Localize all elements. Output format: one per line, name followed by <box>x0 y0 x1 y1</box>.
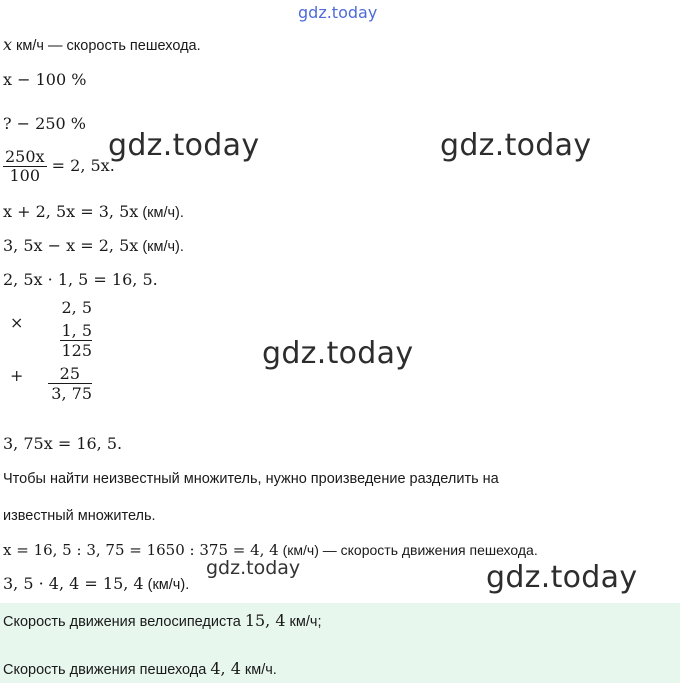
difference-equation <box>3 236 184 255</box>
partial-product-1: 125 <box>61 341 92 360</box>
watermark: gdz.today <box>440 128 592 163</box>
answer-block <box>0 603 680 683</box>
multiplication-result: 3, 75 <box>48 383 92 403</box>
sum-equation <box>3 202 184 221</box>
rule-text-line-1: Чтобы найти неизвестный множитель, нужно произведение разделить на <box>3 471 499 487</box>
multiply-sign: × <box>10 313 24 332</box>
equation-unit: (км/ч). <box>138 205 184 221</box>
watermark-top: gdz.today <box>298 3 378 22</box>
equation-unit: (км/ч). <box>143 577 190 593</box>
equation-math: 3, 5 · 4, 4 = 15, 4 <box>3 574 144 593</box>
linear-equation: 3, 75x = 16, 5. <box>3 434 123 453</box>
watermark: gdz.today <box>262 336 414 371</box>
fraction-equation <box>3 148 115 185</box>
watermark: gdz.today <box>108 128 260 163</box>
rule-text-line-2: известный множитель. <box>3 508 156 524</box>
math-var-x: x <box>3 35 13 54</box>
equation-math: x = 16, 5 : 3, 75 = 1650 : 375 = 4, 4 <box>3 541 279 559</box>
answer-value: 15, 4 <box>244 611 286 630</box>
answer-value: 4, 4 <box>210 659 241 678</box>
proportion-line-2: ? − 250 % <box>3 114 86 133</box>
answer-line-cyclist <box>3 611 321 630</box>
line-text: км/ч — скорость пешехода. <box>12 38 201 54</box>
plus-sign: + <box>10 366 24 385</box>
proportion-line-1: x − 100 % <box>3 70 87 89</box>
factor-a: 2, 5 <box>61 298 92 317</box>
product-equation: 2, 5x · 1, 5 = 16, 5. <box>3 270 158 289</box>
answer-line-pedestrian <box>3 659 277 678</box>
equation-math: x + 2, 5x = 3, 5x <box>3 202 139 221</box>
equation-math: 3, 5x − x = 2, 5x <box>3 236 139 255</box>
cyclist-speed-line <box>3 574 189 593</box>
watermark: gdz.today <box>206 557 301 579</box>
fraction-denominator: 100 <box>9 166 41 185</box>
factor-b: 1, 5 <box>61 321 92 340</box>
answer-unit: км/ч; <box>285 614 322 630</box>
equation-unit: (км/ч). <box>138 239 184 255</box>
fraction-numerator: 250x <box>5 147 45 166</box>
answer-unit: км/ч. <box>240 662 277 678</box>
line-variable-definition <box>3 35 201 54</box>
partial-product-2: 25 <box>59 364 80 383</box>
equation-text: (км/ч) — скорость движения пешехода. <box>278 542 538 558</box>
watermark: gdz.today <box>486 560 638 595</box>
answer-text: Скорость движения велосипедиста <box>3 614 245 630</box>
answer-text: Скорость движения пешехода <box>3 662 211 678</box>
fraction <box>3 148 47 185</box>
fraction-result: = 2, 5x. <box>46 156 115 175</box>
column-multiplication <box>48 298 92 403</box>
